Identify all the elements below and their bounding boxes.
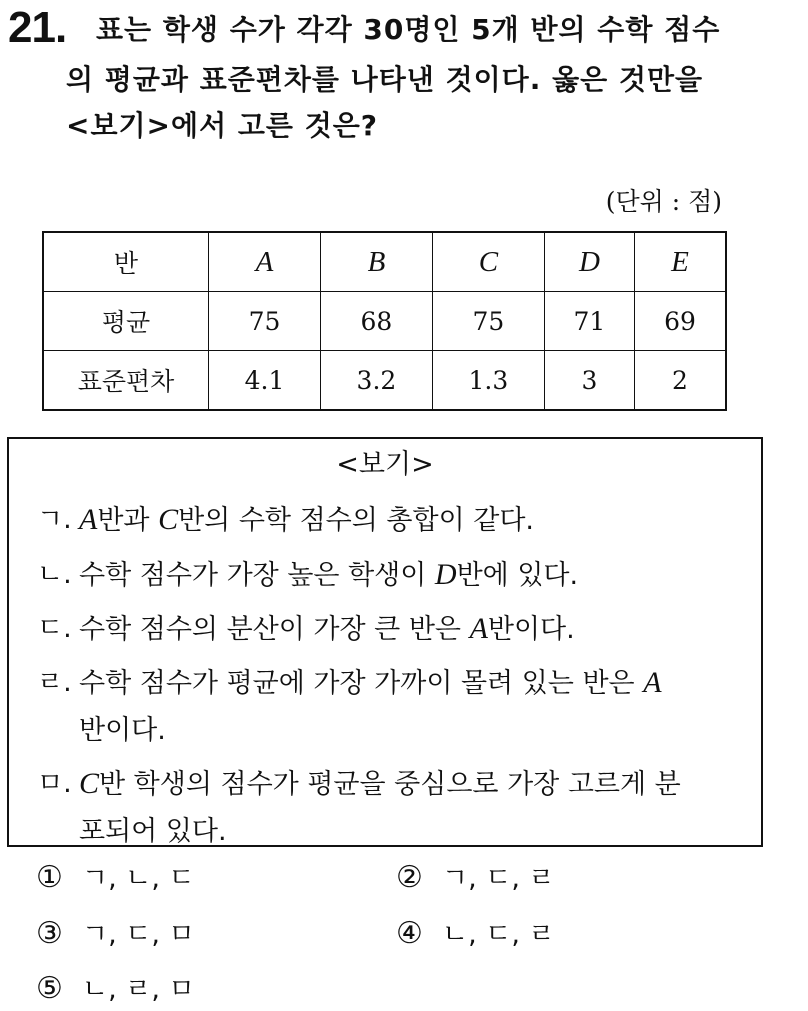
bogi-text: 수학 점수가 평균에 가장 가까이 몰려 있는 반은 <box>79 668 644 699</box>
score-table <box>42 231 727 411</box>
bogi-text: 수학 점수의 분산이 가장 큰 반은 <box>79 614 470 645</box>
bogi-var: A <box>79 503 98 536</box>
bogi-mark: ㄷ. <box>37 613 72 644</box>
question-line-1: 표는 학생 수가 각각 30명인 5개 반의 수학 점수 <box>96 13 721 46</box>
class-cell <box>634 232 726 292</box>
choice-4[interactable] <box>396 914 555 955</box>
bogi-item-b <box>37 548 745 602</box>
mean-cell: 69 <box>634 292 726 351</box>
bogi-text: 반이다. <box>487 614 575 645</box>
std-cell: 3.2 <box>320 351 432 411</box>
bogi-title: <보기> <box>336 449 434 480</box>
choice-3[interactable] <box>36 914 195 955</box>
bogi-text: 반이다. <box>79 715 166 746</box>
bogi-text: 반에 있다. <box>456 560 579 591</box>
table-row-class <box>43 232 726 292</box>
class-cell <box>432 232 544 292</box>
bogi-mark: ㄱ. <box>37 504 72 535</box>
choice-5[interactable] <box>36 969 195 1010</box>
mean-cell: 75 <box>432 292 544 351</box>
bogi-var: A <box>643 666 662 699</box>
bogi-var: A <box>469 612 488 645</box>
class-label: E <box>671 245 689 278</box>
bogi-text: 반 학생의 점수가 평균을 중심으로 가장 고르게 분 <box>99 769 681 800</box>
row-header-class: 반 <box>43 232 209 292</box>
choice-text: ㄱ, ㄷ, ㄹ <box>442 863 555 894</box>
class-label: C <box>478 245 499 278</box>
table-unit: (단위 : 점) <box>605 187 722 216</box>
class-label: D <box>578 245 600 278</box>
bogi-var: D <box>434 558 457 591</box>
table-row-mean <box>43 292 726 351</box>
bogi-item-d <box>37 656 745 756</box>
bogi-text: 반과 <box>97 505 159 536</box>
class-cell <box>544 232 634 292</box>
row-header-std: 표준편차 <box>43 351 209 411</box>
bogi-text: 포되어 있다. <box>79 816 227 847</box>
mean-cell: 68 <box>320 292 432 351</box>
question-line-3: <보기>에서 고른 것은? <box>66 109 379 142</box>
bogi-item-c <box>37 602 745 656</box>
choice-text: ㄱ, ㄴ, ㄷ <box>82 863 195 894</box>
choice-text: ㄱ, ㄷ, ㅁ <box>82 919 195 950</box>
bogi-text: 수학 점수가 가장 높은 학생이 <box>79 560 435 591</box>
bogi-text: 반의 수학 점수의 총합이 같다. <box>178 505 534 536</box>
choice-number: ② <box>396 860 423 895</box>
choice-number: ① <box>36 860 63 895</box>
bogi-mark: ㄹ. <box>37 667 72 698</box>
bogi-mark: ㅁ. <box>37 768 72 799</box>
choice-number: ③ <box>36 916 63 951</box>
bogi-item-a <box>37 493 745 547</box>
bogi-var: C <box>158 503 179 536</box>
std-cell: 3 <box>544 351 634 411</box>
std-cell: 1.3 <box>432 351 544 411</box>
std-cell: 2 <box>634 351 726 411</box>
question-number: 21. <box>8 3 67 52</box>
std-cell: 4.1 <box>209 351 321 411</box>
bogi-item-e <box>37 757 745 857</box>
choice-2[interactable] <box>396 858 555 899</box>
class-label: B <box>367 245 386 278</box>
row-header-mean: 평균 <box>43 292 209 351</box>
bogi-var: C <box>79 767 100 800</box>
bogi-mark: ㄴ. <box>37 559 72 590</box>
choice-text: ㄴ, ㄹ, ㅁ <box>82 974 195 1005</box>
choice-number: ④ <box>396 916 423 951</box>
class-cell <box>209 232 321 292</box>
class-label: A <box>255 245 274 278</box>
table-row-std <box>43 351 726 411</box>
choice-number: ⑤ <box>36 971 63 1006</box>
bogi-box <box>7 437 763 847</box>
mean-cell: 71 <box>544 292 634 351</box>
mean-cell: 75 <box>209 292 321 351</box>
class-cell <box>320 232 432 292</box>
question-line-2: 의 평균과 표준편차를 나타낸 것이다. 옳은 것만을 <box>66 63 704 96</box>
choice-1[interactable] <box>36 858 195 899</box>
choice-text: ㄴ, ㄷ, ㄹ <box>442 919 555 950</box>
